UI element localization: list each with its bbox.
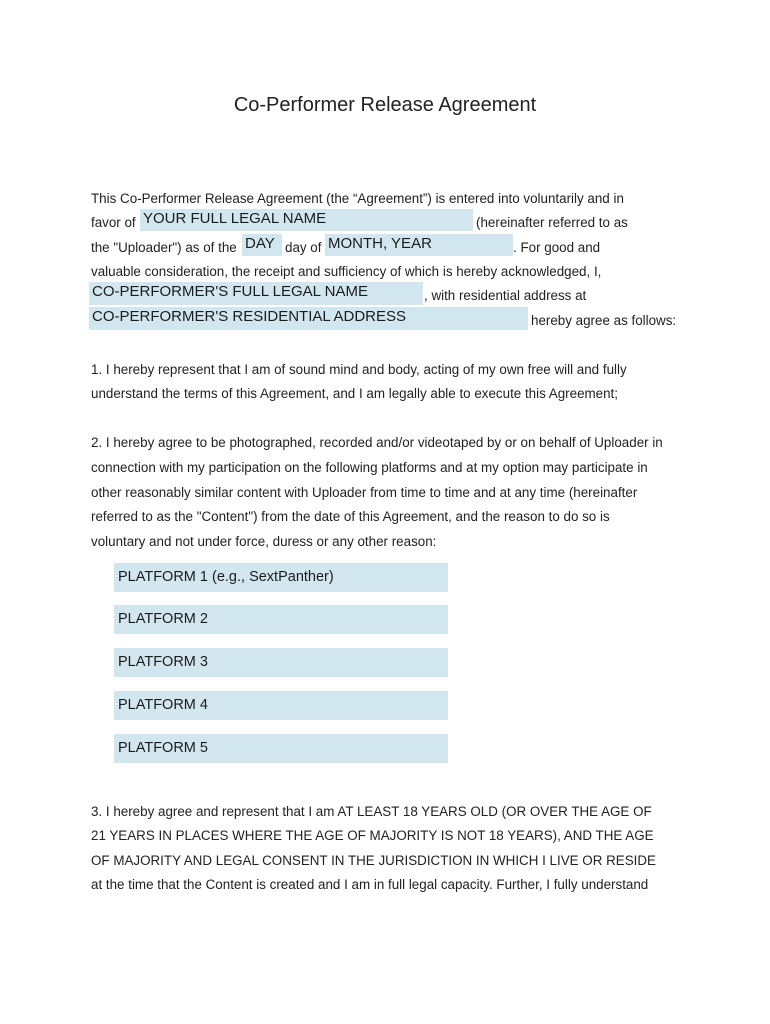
platform-3-field[interactable]: PLATFORM 3 [114, 648, 448, 677]
intro-favor-of: favor of [91, 215, 136, 230]
month-year-field[interactable]: MONTH, YEAR [325, 234, 513, 256]
clause-3-line-3: OF MAJORITY AND LEGAL CONSENT IN THE JURISDICTION IN WHICH I LIVE OR RESIDE [91, 853, 656, 868]
document-title: Co-Performer Release Agreement [233, 94, 537, 116]
intro-line-4: valuable consideration, the receipt and sufficiency of which is hereby acknowledged, I, [91, 264, 602, 279]
intro-day-of: day of [285, 240, 322, 255]
clause-2-line-3: other reasonably similar content with Uploader from time to time and at any time (hereinafter [91, 485, 638, 500]
platform-2-field[interactable]: PLATFORM 2 [114, 605, 448, 634]
intro-line-1: This Co-Performer Release Agreement (the “Agreement”) is entered into voluntarily and in [91, 191, 624, 206]
clause-2-line-4: referred to as the "Content") from the date of this Agreement, and the reason to do so is [91, 509, 610, 524]
clause-2-line-5: voluntary and not under force, duress or any other reason: [91, 534, 437, 549]
clause-1-line-2: understand the terms of this Agreement, and I am legally able to execute this Agreement; [91, 386, 619, 401]
full-legal-name-field[interactable]: YOUR FULL LEGAL NAME [140, 209, 473, 231]
platform-4-field[interactable]: PLATFORM 4 [114, 691, 448, 720]
intro-the-uploader: the "Uploader") as of the [91, 240, 237, 255]
intro-hereinafter: (hereinafter referred to as [476, 215, 628, 230]
clause-1-line-1: 1. I hereby represent that I am of sound mind and body, acting of my own free will and fully [91, 362, 627, 377]
intro-with-address: , with residential address at [424, 288, 587, 303]
coperformer-address-field[interactable]: CO-PERFORMER'S RESIDENTIAL ADDRESS [89, 307, 528, 330]
platform-5-field[interactable]: PLATFORM 5 [114, 734, 448, 763]
clause-3-line-4: at the time that the Content is created and I am in full legal capacity. Further, I fully understand [91, 877, 649, 892]
clause-2-line-1: 2. I hereby agree to be photographed, recorded and/or videotaped by or on behalf of Uploader in [91, 435, 663, 450]
day-field[interactable]: DAY [242, 234, 282, 256]
clause-2-line-2: connection with my participation on the following platforms and at my option may participate in [91, 460, 648, 475]
intro-hereby-agree: hereby agree as follows: [531, 313, 677, 328]
coperformer-name-field[interactable]: CO-PERFORMER'S FULL LEGAL NAME [89, 282, 423, 305]
intro-for-good: . For good and [513, 240, 601, 255]
platform-1-field[interactable]: PLATFORM 1 (e.g., SextPanther) [114, 563, 448, 592]
clause-3-line-1: 3. I hereby agree and represent that I am AT LEAST 18 YEARS OLD (OR OVER THE AGE OF [91, 804, 652, 819]
clause-3-line-2: 21 YEARS IN PLACES WHERE THE AGE OF MAJORITY IS NOT 18 YEARS), AND THE AGE [91, 828, 654, 843]
